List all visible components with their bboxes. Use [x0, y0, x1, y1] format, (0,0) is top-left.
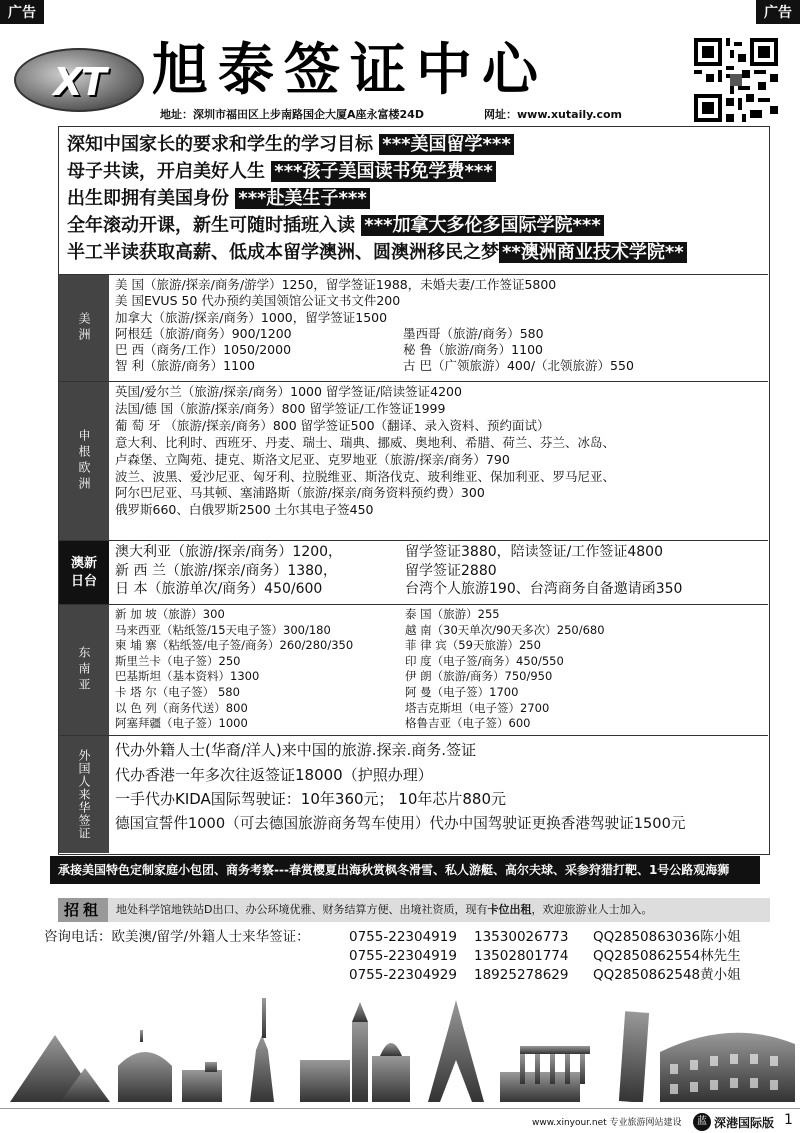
- promo-section: [59, 127, 768, 272]
- promo-line: [67, 239, 760, 266]
- footer-site: www.xinyour.net 专业旅游网站建设: [532, 1118, 682, 1128]
- promo-highlight: ***美国留学***: [379, 134, 513, 155]
- region-southeast-asia: [59, 604, 768, 735]
- price-row: 澳大利亚（旅游/探亲/商务）1200， 留学签证3880，陪读签证/工作签证4800: [115, 544, 663, 560]
- rent-text: 地处科学馆地铁站D出口、办公环境优雅、财务结算方便、出境社资质，现有卡位出租，欢迎旅游业人士加入。: [116, 903, 653, 916]
- price-row: 巴基斯坦（基本资料）1300 伊 朗（旅游/商务）750/950: [115, 669, 553, 684]
- promo-line: [67, 158, 760, 185]
- region-americas: [59, 274, 768, 381]
- promo-text: 母子共读，开启美好人生: [67, 161, 265, 182]
- price-row: 新 加 坡（旅游）300 泰 国（旅游）255: [115, 607, 500, 621]
- region-europe: [59, 381, 768, 540]
- qr-code-icon: [694, 38, 778, 122]
- promo-text: 深知中国家长的要求和学生的学习目标: [67, 134, 373, 155]
- price-row: 波兰、波黑、爱沙尼亚、匈牙利、拉脱维亚、斯洛伐克、玻利维亚、保加利亚、罗马尼亚、: [115, 468, 616, 484]
- price-row: 葡 萄 牙 （旅游/探亲/商务）800 留学签证500（翻译、录入资料、预约面试）: [115, 417, 550, 433]
- header: [0, 24, 800, 124]
- price-row: 斯里兰卡（电子签）250 印 度（电子签/商务）450/550: [115, 653, 564, 668]
- region-label-foreigners: 外国人来华签证: [59, 736, 109, 853]
- price-row: 马来西亚（粘纸签/15天电子签）300/180 越 南（30天单次/90天多次）250/680: [115, 622, 605, 637]
- landmark-skyline-illustration: [0, 990, 800, 1102]
- promo-text: 全年滚动开课，新生可随时插班入读: [67, 215, 355, 236]
- price-row: 日 本（旅游单次/商务）450/600 台湾个人旅游190、台湾商务自备邀请函350: [115, 581, 683, 597]
- company-address: 地址：深圳市福田区上步南路国企大厦A座永富楼24D: [160, 108, 424, 121]
- region-foreigners: [59, 735, 768, 853]
- rent-label: 招租: [58, 898, 108, 922]
- promo-highlight: ***加拿大多伦多国际学院***: [361, 215, 603, 236]
- service-row: 德国宣誓件1000（可去德国旅游商务驾车使用）代办中国驾驶证更换香港驾驶证1500元: [115, 814, 686, 832]
- price-row: 智 利（旅游/商务）1100 古 巴（广领旅游）400/（北领旅游）550: [115, 358, 634, 374]
- contact-phone: 0755-22304919: [349, 929, 457, 945]
- page-title: 旭泰签证中心: [152, 38, 548, 103]
- contact-mobile: 18925278629: [474, 967, 569, 983]
- footer-brand: 深港国际版: [714, 1116, 775, 1130]
- page-number: 1: [784, 1112, 793, 1128]
- contact-phone: 0755-22304929: [349, 967, 457, 983]
- price-row: 以 色 列（商务代送）800 塔吉克斯坦（电子签）2700: [115, 700, 550, 715]
- price-row: 英国/爱尔兰（旅游/探亲/商务）1000 留学签证/陪读签证4200: [115, 384, 462, 399]
- region-content: [111, 541, 768, 604]
- price-row: 卡 塔 尔（电子签） 580 阿 曼（电子签）1700: [115, 684, 519, 699]
- contact-mobile: 13502801774: [474, 948, 569, 964]
- logo-text: XT: [53, 60, 105, 104]
- service-row: 代办外籍人士(华裔/洋人)来中国的旅游.探亲.商务.签证: [115, 741, 477, 759]
- promo-highlight: ***孩子美国读书免学费***: [271, 161, 495, 182]
- promo-highlight: **澳洲商业技术学院**: [499, 242, 687, 263]
- contact-qq: QQ2850862548黄小姐: [593, 967, 741, 983]
- price-row: 阿尔巴尼亚、马其顿、塞浦路斯（旅游/探亲/商务资料预约费）300: [115, 485, 485, 501]
- region-content: [111, 736, 768, 853]
- region-content: [111, 382, 768, 540]
- service-row: 一手代办KIDA国际驾驶证：10年360元； 10年芯片880元: [115, 790, 507, 808]
- price-row: 巴 西（商务/工作）1050/2000 秘 鲁（旅游/商务）1100: [115, 342, 543, 358]
- visa-price-frame: [58, 126, 770, 855]
- tour-services-band: 承接美国特色定制家庭小包团、商务考察---春赏樱夏出海秋赏枫冬滑雪、私人游艇、高尔夫球、采参狩猎打靶、1号公路观海狮: [50, 856, 760, 884]
- price-row: 柬 埔 寨（粘纸签/电子签/商务）260/280/350 菲 律 宾（59天旅游）250: [115, 638, 541, 653]
- region-label-aus-nz: 澳新日台: [59, 541, 109, 604]
- price-row: 美 国EVUS 50 代办预约美国领馆公证文书文件200: [115, 293, 401, 309]
- price-row: 新 西 兰（旅游/探亲/商务）1380， 留学签证2880: [115, 562, 497, 579]
- publisher-badge-icon: 蓝: [693, 1113, 711, 1131]
- price-row: 法国/德 国（旅游/探亲/商务）800 留学签证/工作签证1999: [115, 400, 446, 416]
- ad-tag-left: 广告: [0, 0, 44, 24]
- region-content: [111, 275, 768, 381]
- contact-phone: 0755-22304919: [349, 948, 457, 964]
- price-row: 阿塞拜疆（电子签）1000 格鲁吉亚（电子签）600: [115, 716, 531, 731]
- contact-qq: QQ2850862554林先生: [593, 948, 741, 964]
- rent-bar: [58, 898, 770, 922]
- ad-tag-right: 广告: [756, 0, 800, 24]
- region-aus-nz-japan-taiwan: [59, 540, 768, 604]
- promo-line: [67, 212, 760, 239]
- promo-line: [67, 131, 760, 158]
- price-row: 卢森堡、立陶苑、捷克、斯洛文尼亚、克罗地亚（旅游/探亲/商务）790: [115, 451, 510, 467]
- price-row: 意大利、比利时、西班牙、丹麦、瑞士、瑞典、挪威、奥地利、希腊、荷兰、芬兰、冰岛、: [115, 434, 616, 450]
- promo-highlight: ***赴美生子***: [235, 188, 369, 209]
- company-website: 网址：www.xutaily.com: [484, 108, 622, 121]
- price-row: 加拿大（旅游/探亲/商务）1000，留学签证1500: [115, 309, 388, 325]
- region-label-europe: 申根欧洲: [59, 382, 109, 540]
- service-row: 代办香港一年多次往返签证18000（护照办理）: [115, 765, 433, 784]
- region-content: [111, 605, 768, 735]
- region-label-americas: 美洲: [59, 275, 109, 381]
- company-logo: [14, 48, 144, 112]
- region-label-southeast-asia: 东南亚: [59, 605, 109, 735]
- contact-qq: QQ2850863036陈小姐: [593, 929, 741, 945]
- promo-line: [67, 185, 760, 212]
- price-row: 美 国（旅游/探亲/商务/游学）1250，留学签证1988，未婚夫妻/工作签证5800: [115, 277, 557, 292]
- promo-text: 半工半读获取高薪、低成本留学澳洲、圆澳洲移民之梦: [67, 242, 499, 263]
- price-row: 俄罗斯660、白俄罗斯2500 土尔其电子签450: [115, 502, 374, 518]
- price-row: 阿根廷（旅游/商务）900/1200 墨西哥（旅游/商务）580: [115, 325, 544, 341]
- contact-mobile: 13530026773: [474, 929, 569, 945]
- contact-label: 咨询电话：欧美澳/留学/外籍人士来华签证：: [44, 929, 310, 945]
- page-footer: [0, 1108, 800, 1133]
- promo-text: 出生即拥有美国身份: [67, 188, 229, 209]
